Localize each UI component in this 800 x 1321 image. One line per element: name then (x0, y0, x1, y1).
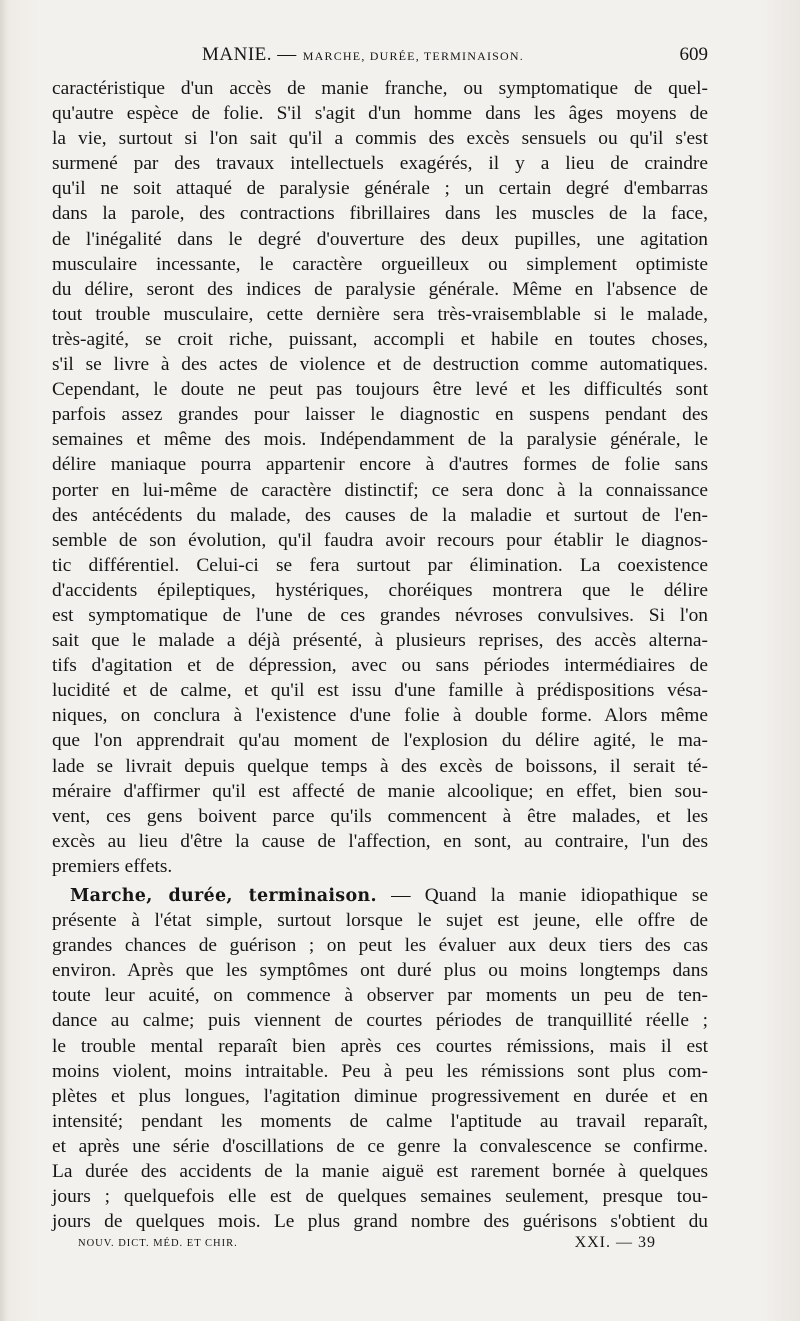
text-line: premiers effets. (52, 855, 173, 877)
paragraph-marche (52, 883, 708, 1234)
text-line: semaines et même des mois. Indépendamment de la paralysie générale, le (52, 429, 708, 451)
text-line: qu'autre espèce de folie. S'il s'agit d'un homme dans les âges moyens de (52, 103, 708, 125)
text-line: d'accidents épileptiques, hystériques, choréiques montrera que le délire (52, 579, 708, 601)
text-line: La durée des accidents de la manie aiguë est rarement bornée à quelques (52, 1161, 708, 1183)
text-line: présente à l'état simple, surtout lorsque le sujet est jeune, elle offre de (52, 910, 708, 932)
text-line: des antécédents du malade, des causes de la maladie et surtout de l'en- (52, 504, 708, 526)
text-line: méraire d'affirmer qu'il est affecté de manie alcoolique; en effet, bien sou- (52, 780, 708, 802)
running-head (52, 44, 708, 72)
text-line: dance au calme; puis viennent de courtes périodes de tranquillité réelle ; (52, 1010, 708, 1032)
text-line: excès au lieu d'être la cause de l'affection, en sont, au contraire, l'un des (52, 830, 708, 852)
text-line: caractéristique d'un accès de manie franche, ou symptomatique de quel- (52, 78, 708, 99)
footer-signature: NOUV. DICT. MÉD. ET CHIR. (78, 1238, 238, 1249)
text-line: lucidité et de calme, et qu'il est issu d'une famille à prédispositions vésa- (52, 680, 708, 702)
footer (78, 1236, 656, 1256)
running-subtitle: MARCHE, DURÉE, TERMINAISON. (302, 49, 524, 63)
text-line: que l'on apprendrait qu'au moment de l'explosion du délire agité, le ma- (52, 730, 708, 752)
text-line: sait que le malade a déjà présenté, à plusieurs reprises, des accès alterna- (52, 630, 708, 652)
text-line: jours ; quelquefois elle est de quelques semaines seulement, presque tou- (52, 1186, 708, 1208)
body-text (52, 76, 708, 1234)
paragraph-diagnosis (52, 76, 708, 879)
text-line: tic différentiel. Celui-ci se fera surtout par élimination. La coexistence (52, 554, 708, 576)
section-first-line (52, 883, 708, 908)
text-line: s'il se livre à des actes de violence et de destruction comme automatiques. (52, 354, 708, 376)
text-line: vent, ces gens boivent parce qu'ils commencent à être malades, et les (52, 805, 708, 827)
text-line: dans la parole, des contractions fibrillaires dans les muscles de la face, (52, 203, 708, 225)
text-line: qu'il ne soit attaqué de paralysie générale ; un certain degré d'embarras (52, 178, 708, 200)
text-line: la vie, surtout si l'on sait qu'il a commis des excès sensuels ou qu'il s'est (52, 128, 708, 150)
text-line: très-agité, se croit riche, puissant, accompli et habile en toutes choses, (52, 328, 708, 350)
text-line: porter en lui-même de caractère distinctif; ce sera donc à la connaissance (52, 479, 708, 501)
text-line: de l'inégalité dans le degré d'ouverture des deux pupilles, une agitation (52, 228, 708, 250)
text-line: moins violent, moins intraitable. Peu à peu les rémissions sont plus com- (52, 1060, 708, 1082)
running-title-text: MANIE. — (202, 44, 297, 65)
text-line: Cependant, le doute ne peut pas toujours être levé et les difficultés sont (52, 379, 708, 401)
text-line: plètes et plus longues, l'agitation diminue progressivement en durée et en (52, 1085, 708, 1107)
text-line: surmené par des travaux intellectuels exagérés, il y a lieu de craindre (52, 153, 708, 175)
text-line: semble de son évolution, qu'il faudra avoir recours pour établir le diagnos- (52, 529, 708, 551)
text-line: toute leur acuité, on commence à observer par moments un peu de ten- (52, 985, 708, 1007)
running-title (202, 44, 524, 66)
text-line: niques, on conclura à l'existence d'une folie à double forme. Alors même (52, 705, 708, 727)
text-line: et après une série d'oscillations de ce genre la convalescence se confirme. (52, 1135, 708, 1157)
text-line: jours de quelques mois. Le plus grand nombre des guérisons s'obtient du (52, 1211, 708, 1233)
text-line: le trouble mental reparaît bien après ces courtes rémissions, mais il est (52, 1035, 708, 1057)
text-line: est symptomatique de l'une de ces grandes névroses convulsives. Si l'on (52, 604, 708, 626)
text-line: parfois assez grandes pour laisser le diagnostic en suspens pendant des (52, 404, 708, 426)
text-line: musculaire incessante, le caractère orgueilleux ou simplement optimiste (52, 253, 708, 275)
text-line: environ. Après que les symptômes ont duré plus ou moins longtemps dans (52, 960, 708, 982)
page-number: 609 (679, 44, 708, 65)
section-heading: Marche, durée, terminaison. (70, 886, 377, 906)
text-line: du délire, seront des indices de paralysie générale. Même en l'absence de (52, 278, 708, 300)
text-line: intensité; pendant les moments de calme l'aptitude au travail reparaît, (52, 1110, 708, 1132)
text-line: tifs d'agitation et de dépression, avec ou sans périodes intermédiaires de (52, 655, 708, 677)
section-first-line-text: — Quand la manie idiopathique se (376, 885, 708, 906)
footer-volume: XXI. — 39 (574, 1234, 656, 1251)
text-line: tout trouble musculaire, cette dernière sera très-vraisemblable si le malade, (52, 303, 708, 325)
text-line: lade se livrait depuis quelque temps à des excès de boissons, il serait té- (52, 755, 708, 777)
text-line: grandes chances de guérison ; on peut les évaluer aux deux tiers des cas (52, 935, 708, 957)
text-line: délire maniaque pourra appartenir encore à d'autres formes de folie sans (52, 454, 708, 476)
